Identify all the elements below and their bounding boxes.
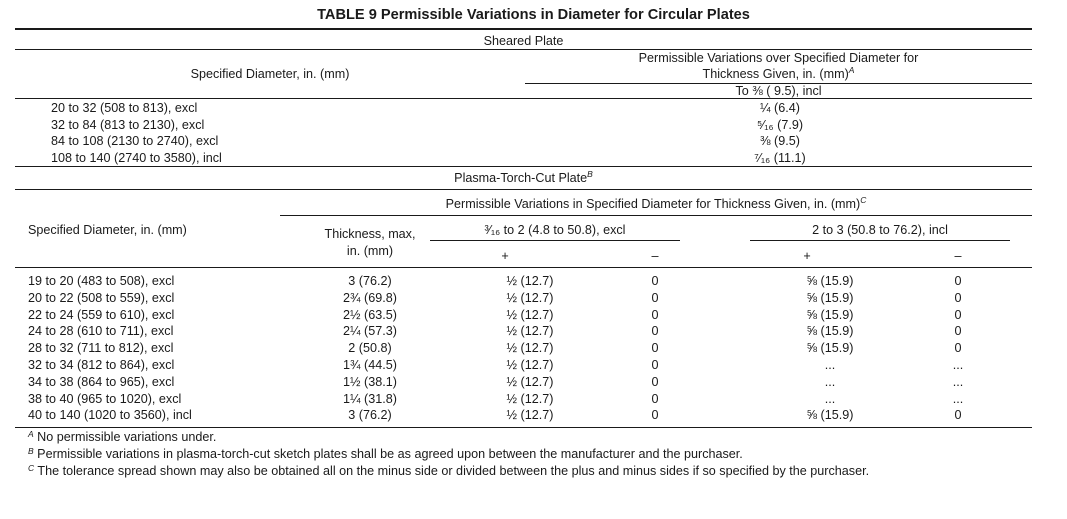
plasma-thickness-cell: 3 (76.2) <box>348 408 392 423</box>
plasma-range2-header: 2 to 3 (50.8 to 76.2), incl <box>812 223 948 237</box>
sheared-variation-cell: ⅜ (9.5) <box>760 134 800 148</box>
plasma-heading-rule <box>15 189 1032 190</box>
sheared-variation-cell: ⁵⁄₁₆ (7.9) <box>756 117 804 132</box>
range1-minus-cell: 0 <box>651 290 659 305</box>
range2-minus-cell: 0 <box>954 324 962 339</box>
range2-plus-cell: ⅝ (15.9) <box>806 324 854 339</box>
sheared-col-variation-line1: Permissible Variations over Specified Diameter for <box>638 51 919 65</box>
range2-minus-cell: 0 <box>954 290 962 305</box>
footnote <box>28 430 216 445</box>
footnote-mark: C <box>28 463 35 473</box>
range2-plus-header: + <box>803 249 811 263</box>
range2-minus-cell: 0 <box>954 274 962 288</box>
plasma-group-header <box>280 197 1032 212</box>
range1-minus-cell: 0 <box>651 307 659 322</box>
range1-plus-cell: ½ (12.7) <box>506 358 554 372</box>
plasma-diameter-cell: 24 to 28 (610 to 711), excl <box>28 324 174 339</box>
range1-plus-cell: ½ (12.7) <box>506 274 554 288</box>
sheared-diameter-cell: 108 to 140 (2740 to 3580), incl <box>51 150 222 165</box>
plasma-col-thickness-line1: Thickness, max, <box>324 227 416 241</box>
range2-plus-cell: ⅝ (15.9) <box>806 341 854 356</box>
top-rule <box>15 28 1032 30</box>
sheared-variation-cell: ¼ (6.4) <box>760 101 800 115</box>
footnote <box>28 464 869 479</box>
range2-plus-cell: ... <box>824 391 836 406</box>
plasma-thickness-cell: 1¾ (44.5) <box>343 358 397 372</box>
range2-minus-cell: ... <box>952 374 964 389</box>
plasma-col-thickness-line2: in. (mm) <box>346 244 394 258</box>
range1-minus-cell: 0 <box>651 324 659 339</box>
sheared-col-spec-diameter: Specified Diameter, in. (mm) <box>190 67 350 81</box>
plasma-heading <box>15 171 1032 186</box>
plasma-diameter-cell: 28 to 32 (711 to 812), excl <box>28 341 174 356</box>
range1-plus-cell: ½ (12.7) <box>506 290 554 305</box>
sheared-diameter-cell: 84 to 108 (2130 to 2740), excl <box>51 134 219 148</box>
plasma-diameter-cell: 40 to 140 (1020 to 3560), incl <box>28 408 192 423</box>
footnote <box>28 447 743 462</box>
plasma-thickness-cell: 1½ (38.1) <box>343 374 397 389</box>
range1-minus-cell: 0 <box>651 341 659 356</box>
sheared-col-variation-line2-text: Thickness Given, in. (mm) <box>702 67 849 81</box>
plasma-diameter-cell: 22 to 24 (559 to 610), excl <box>28 307 175 322</box>
plasma-diameter-cell: 34 to 38 (864 to 965), excl <box>28 374 175 389</box>
range1-minus-cell: 0 <box>651 274 659 288</box>
range2-minus-cell: 0 <box>954 341 962 356</box>
range1-minus-cell: 0 <box>651 374 659 389</box>
footnote-ref-c: C <box>860 195 867 205</box>
footnote-ref-b: B <box>587 169 593 179</box>
sheared-diameter-cell: 20 to 32 (508 to 813), excl <box>51 101 198 115</box>
plasma-col-spec-diameter: Specified Diameter, in. (mm) <box>28 223 187 237</box>
footnote-text: Permissible variations in plasma-torch-cut sketch plates shall be as agreed upon between the manufacturer and the purchaser. <box>37 447 743 461</box>
sheared-col-variation-line2 <box>525 67 1032 82</box>
plasma-top-rule <box>15 166 1032 167</box>
plasma-thickness-cell: 2¾ (69.8) <box>343 290 397 305</box>
sheared-col-thickness: To ⅜ ( 9.5), incl <box>735 84 822 98</box>
plasma-thickness-cell: 3 (76.2) <box>348 274 392 288</box>
plasma-group-header-text: Permissible Variations in Specified Diameter for Thickness Given, in. (mm) <box>445 197 861 211</box>
range1-plus-header: + <box>501 249 509 263</box>
range1-minus-cell: 0 <box>651 358 659 372</box>
range2-plus-cell: ... <box>824 358 836 372</box>
plasma-thickness-cell: 2 (50.8) <box>348 341 392 356</box>
range1-plus-cell: ½ (12.7) <box>506 341 554 356</box>
plasma-header-bottom-rule <box>15 267 1032 268</box>
plasma-heading-text: Plasma-Torch-Cut Plate <box>454 171 588 185</box>
range1-plus-cell: ½ (12.7) <box>506 408 554 423</box>
range2-minus-cell: 0 <box>954 408 962 423</box>
table-title: TABLE 9 Permissible Variations in Diameter for Circular Plates <box>317 7 750 23</box>
table-bottom-rule <box>15 427 1032 428</box>
range1-minus-header: – <box>651 249 659 263</box>
footnote-text: No permissible variations under. <box>37 430 217 444</box>
range2-plus-cell: ⅝ (15.9) <box>806 307 854 322</box>
range2-minus-cell: ... <box>952 358 964 372</box>
range1-plus-cell: ½ (12.7) <box>506 391 554 406</box>
sheared-header-bottom-rule <box>15 98 1032 99</box>
range2-plus-cell: ⅝ (15.9) <box>806 290 854 305</box>
range2-plus-cell: ⅝ (15.9) <box>806 274 854 288</box>
plasma-thickness-cell: 2¼ (57.3) <box>343 324 397 339</box>
sheared-heading: Sheared Plate <box>483 34 564 48</box>
plasma-diameter-cell: 38 to 40 (965 to 1020), excl <box>28 391 182 406</box>
sheared-diameter-cell: 32 to 84 (813 to 2130), excl <box>51 117 205 132</box>
plasma-diameter-cell: 32 to 34 (812 to 864), excl <box>28 358 175 372</box>
range1-minus-cell: 0 <box>651 391 659 406</box>
plasma-range1-header: ³⁄₁₆ to 2 (4.8 to 50.8), excl <box>484 223 626 237</box>
plasma-range2-rule <box>750 240 1010 241</box>
plasma-range1-rule <box>430 240 680 241</box>
footnote-mark: B <box>28 446 34 456</box>
plasma-diameter-cell: 20 to 22 (508 to 559), excl <box>28 290 175 305</box>
range2-plus-cell: ⅝ (15.9) <box>806 408 854 423</box>
sheared-heading-rule <box>15 49 1032 50</box>
range1-plus-cell: ½ (12.7) <box>506 324 554 339</box>
plasma-group-rule <box>280 215 1032 216</box>
plasma-thickness-cell: 1¼ (31.8) <box>343 391 397 406</box>
range1-plus-cell: ½ (12.7) <box>506 374 554 389</box>
plasma-diameter-cell: 19 to 20 (483 to 508), excl <box>28 274 175 288</box>
range2-minus-cell: 0 <box>954 307 962 322</box>
range2-minus-header: – <box>954 249 962 263</box>
range1-plus-cell: ½ (12.7) <box>506 307 554 322</box>
range2-plus-cell: ... <box>824 374 836 389</box>
sheared-variation-cell: ⁷⁄₁₆ (11.1) <box>754 150 806 165</box>
footnote-mark: A <box>28 429 34 439</box>
footnote-text: The tolerance spread shown may also be obtained all on the minus side or divided between the plus and minus sides if so specified by the purchaser. <box>37 464 870 478</box>
footnote-ref-a: A <box>848 65 855 75</box>
plasma-thickness-cell: 2½ (63.5) <box>343 307 397 322</box>
range1-minus-cell: 0 <box>651 408 659 423</box>
range2-minus-cell: ... <box>952 391 964 406</box>
